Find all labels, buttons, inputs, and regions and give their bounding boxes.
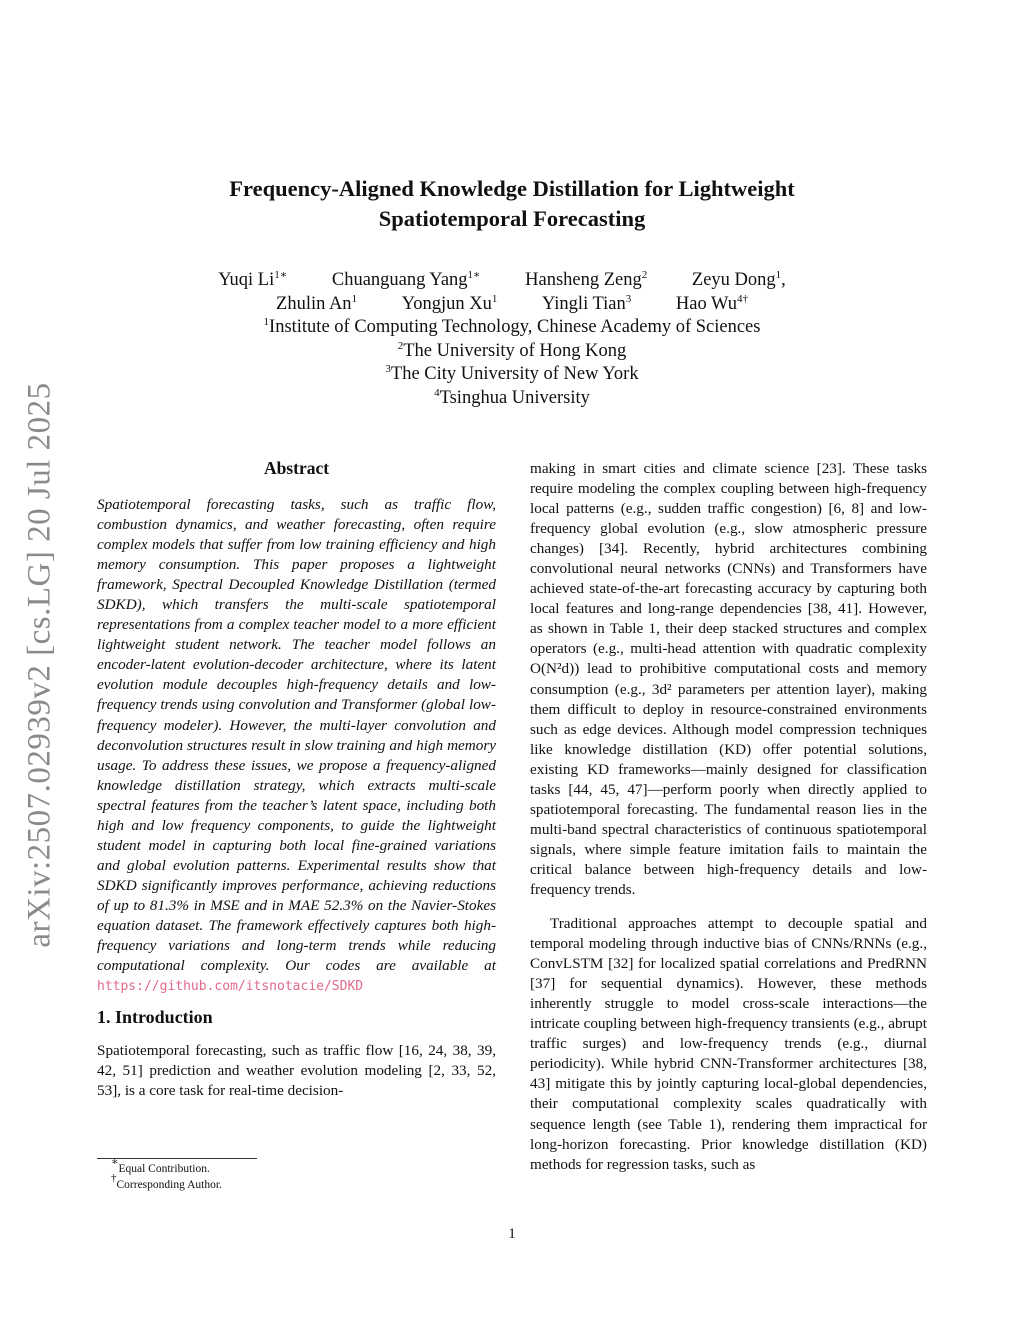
affiliation: $^4$Tsinghua University — [434, 386, 590, 408]
footnote-equal-contribution: ∗Equal Contribution. — [111, 1156, 210, 1175]
affiliation: $^2$The University of Hong Kong — [397, 339, 627, 361]
arxiv-identifier-text: arXiv:2507.02939v2 [cs.LG] 20 Jul 2025 — [21, 382, 58, 948]
author-row-2 — [150, 293, 874, 317]
footnote-corresponding-author: †Corresponding Author. — [111, 1172, 222, 1191]
intro-paragraph-2: making in smart cities and climate science [23]. These tasks require modeling the complex coupling between high-frequency local patterns (e.g., sudden traffic congestion) [6, 8] and low-frequency global evolution (e.g., slow atmospheric pressure changes) [34]. Recently, hybrid architectures combining convolutional neural networks (CNNs) and Transformers have achieved state-of-the-art forecasting accuracy by capturing both local features and long-range dependencies [38, 41]. However, as shown in Table 1, their deep stacked structures and complex operators (e.g., multi-head attention with quadratic complexity O(N²d)) lead to prohibitive computational costs and memory consumption (e.g., 3d² parameters per attention layer), making them difficult to deploy in resource-constrained environments such as edge devices. Although model compression techniques like knowledge distillation (KD) offer potential solutions, existing KD frameworks—mainly designed for classification tasks [44, 45, 47]—perform poorly when directly applied to spatiotemporal forecasting. The fundamental reason lies in the multi-band spectral characteristics of continuous spatiotemporal signals, where simple feature imitation fails to maintain the critical balance between high-frequency details and low-frequency trends. — [530, 460, 927, 898]
author-row-1 — [150, 269, 874, 293]
footnotes — [97, 1158, 257, 1193]
intro-paragraph-1: Spatiotemporal forecasting, such as traffic flow [16, 24, 38, 39, 42, 51] prediction and weather evolution modeling [2, 33, 52, 53], is a core task for real-time decision- — [97, 1042, 496, 1100]
author: Yuqi $Li^{1∗}$ — [218, 269, 288, 290]
author-block — [150, 269, 874, 410]
code-link[interactable]: https://github.com/itsnotacie/SDKD — [97, 979, 364, 995]
author: Chuanguang Yang$^{1∗}$ — [331, 269, 481, 290]
author: Zeyu Dong$^1$, — [691, 269, 786, 290]
title-line-1: Frequency-Aligned Knowledge Distillation for Lightweight — [229, 176, 795, 201]
page-number: 1 — [508, 1226, 516, 1242]
affiliation: $^1$Institute of Computing Technology, Chinese Academy of Sciences — [263, 316, 761, 337]
author: Yingli Tian$^3$ — [541, 292, 632, 314]
title-line-2: Spatiotemporal Forecasting — [378, 206, 646, 231]
author: Zhulin An$^1$ — [276, 292, 358, 314]
arxiv-identifier — [10, 380, 70, 950]
author: Hansheng Zeng$^2$ — [525, 269, 648, 290]
abstract-heading: Abstract — [263, 458, 330, 478]
author: Yongjun Xu$^1$ — [401, 292, 498, 314]
left-column — [97, 455, 496, 1101]
affiliation: $^3$The City University of New York — [385, 363, 639, 384]
right-column — [530, 459, 927, 1175]
section-heading-introduction: 1. Introduction — [97, 1007, 213, 1028]
abstract-text: Spatiotemporal forecasting tasks, such as traffic flow, combustion dynamics, and weather forecasting, often require complex models that suffer from low training efficiency and high memory consumption. This paper proposes a lightweight framework, Spectral Decoupled Knowledge Distillation (termed SDKD), which transfers the multi-scale spatiotemporal representations from a complex teacher model to a more efficient lightweight student network. The teacher model follows an encoder-latent evolution-decoder architecture, where its latent evolution module decouples high-frequency details and low-frequency trends using convolution and Transformer (global low-frequency modeler). However, the multi-layer convolution and deconvolution structures result in slow training and high memory usage. To address these issues, we propose a frequency-aligned knowledge distillation strategy, which extracts multi-scale spectral features from the teacher’s latent space, including both high and low frequency components, to guide the lightweight student model in capturing both local fine-grained variations and global evolution patterns. Experimental results show that SDKD significantly improves performance, achieving reductions of up to 81.3% in MSE and in MAE 52.3% on the Navier-Stokes equation dataset. The framework effectively captures both high-frequency variations and long-term trends while reducing computational complexity. Our codes are available at https://github.com/itsnotacie/SDKD — [97, 496, 496, 995]
author: Hao $Wu^{4\dagger}$ — [675, 292, 748, 314]
paper-title — [150, 174, 874, 234]
intro-paragraph-3: Traditional approaches attempt to decouple spatial and temporal modeling through inductive bias of CNNs/RNNs (e.g., ConvLSTM [32] for localized spatial correlations and PredRNN [37] for sequential dynamics). However, these methods inherently struggle to model cross-scale interactions—the intricate coupling between high-frequency transients (e.g., abrupt traffic surges) and low-frequency trends (e.g., diurnal periodicity). While hybrid CNN-Transformer architectures [38, 43] mitigate this by jointly capturing local-global dependencies, their computational complexity scales quadratically with sequence length (see Table 1), rendering them impractical for long-horizon forecasting. Prior knowledge distillation (KD) methods for regression tasks, such as — [530, 915, 927, 1173]
